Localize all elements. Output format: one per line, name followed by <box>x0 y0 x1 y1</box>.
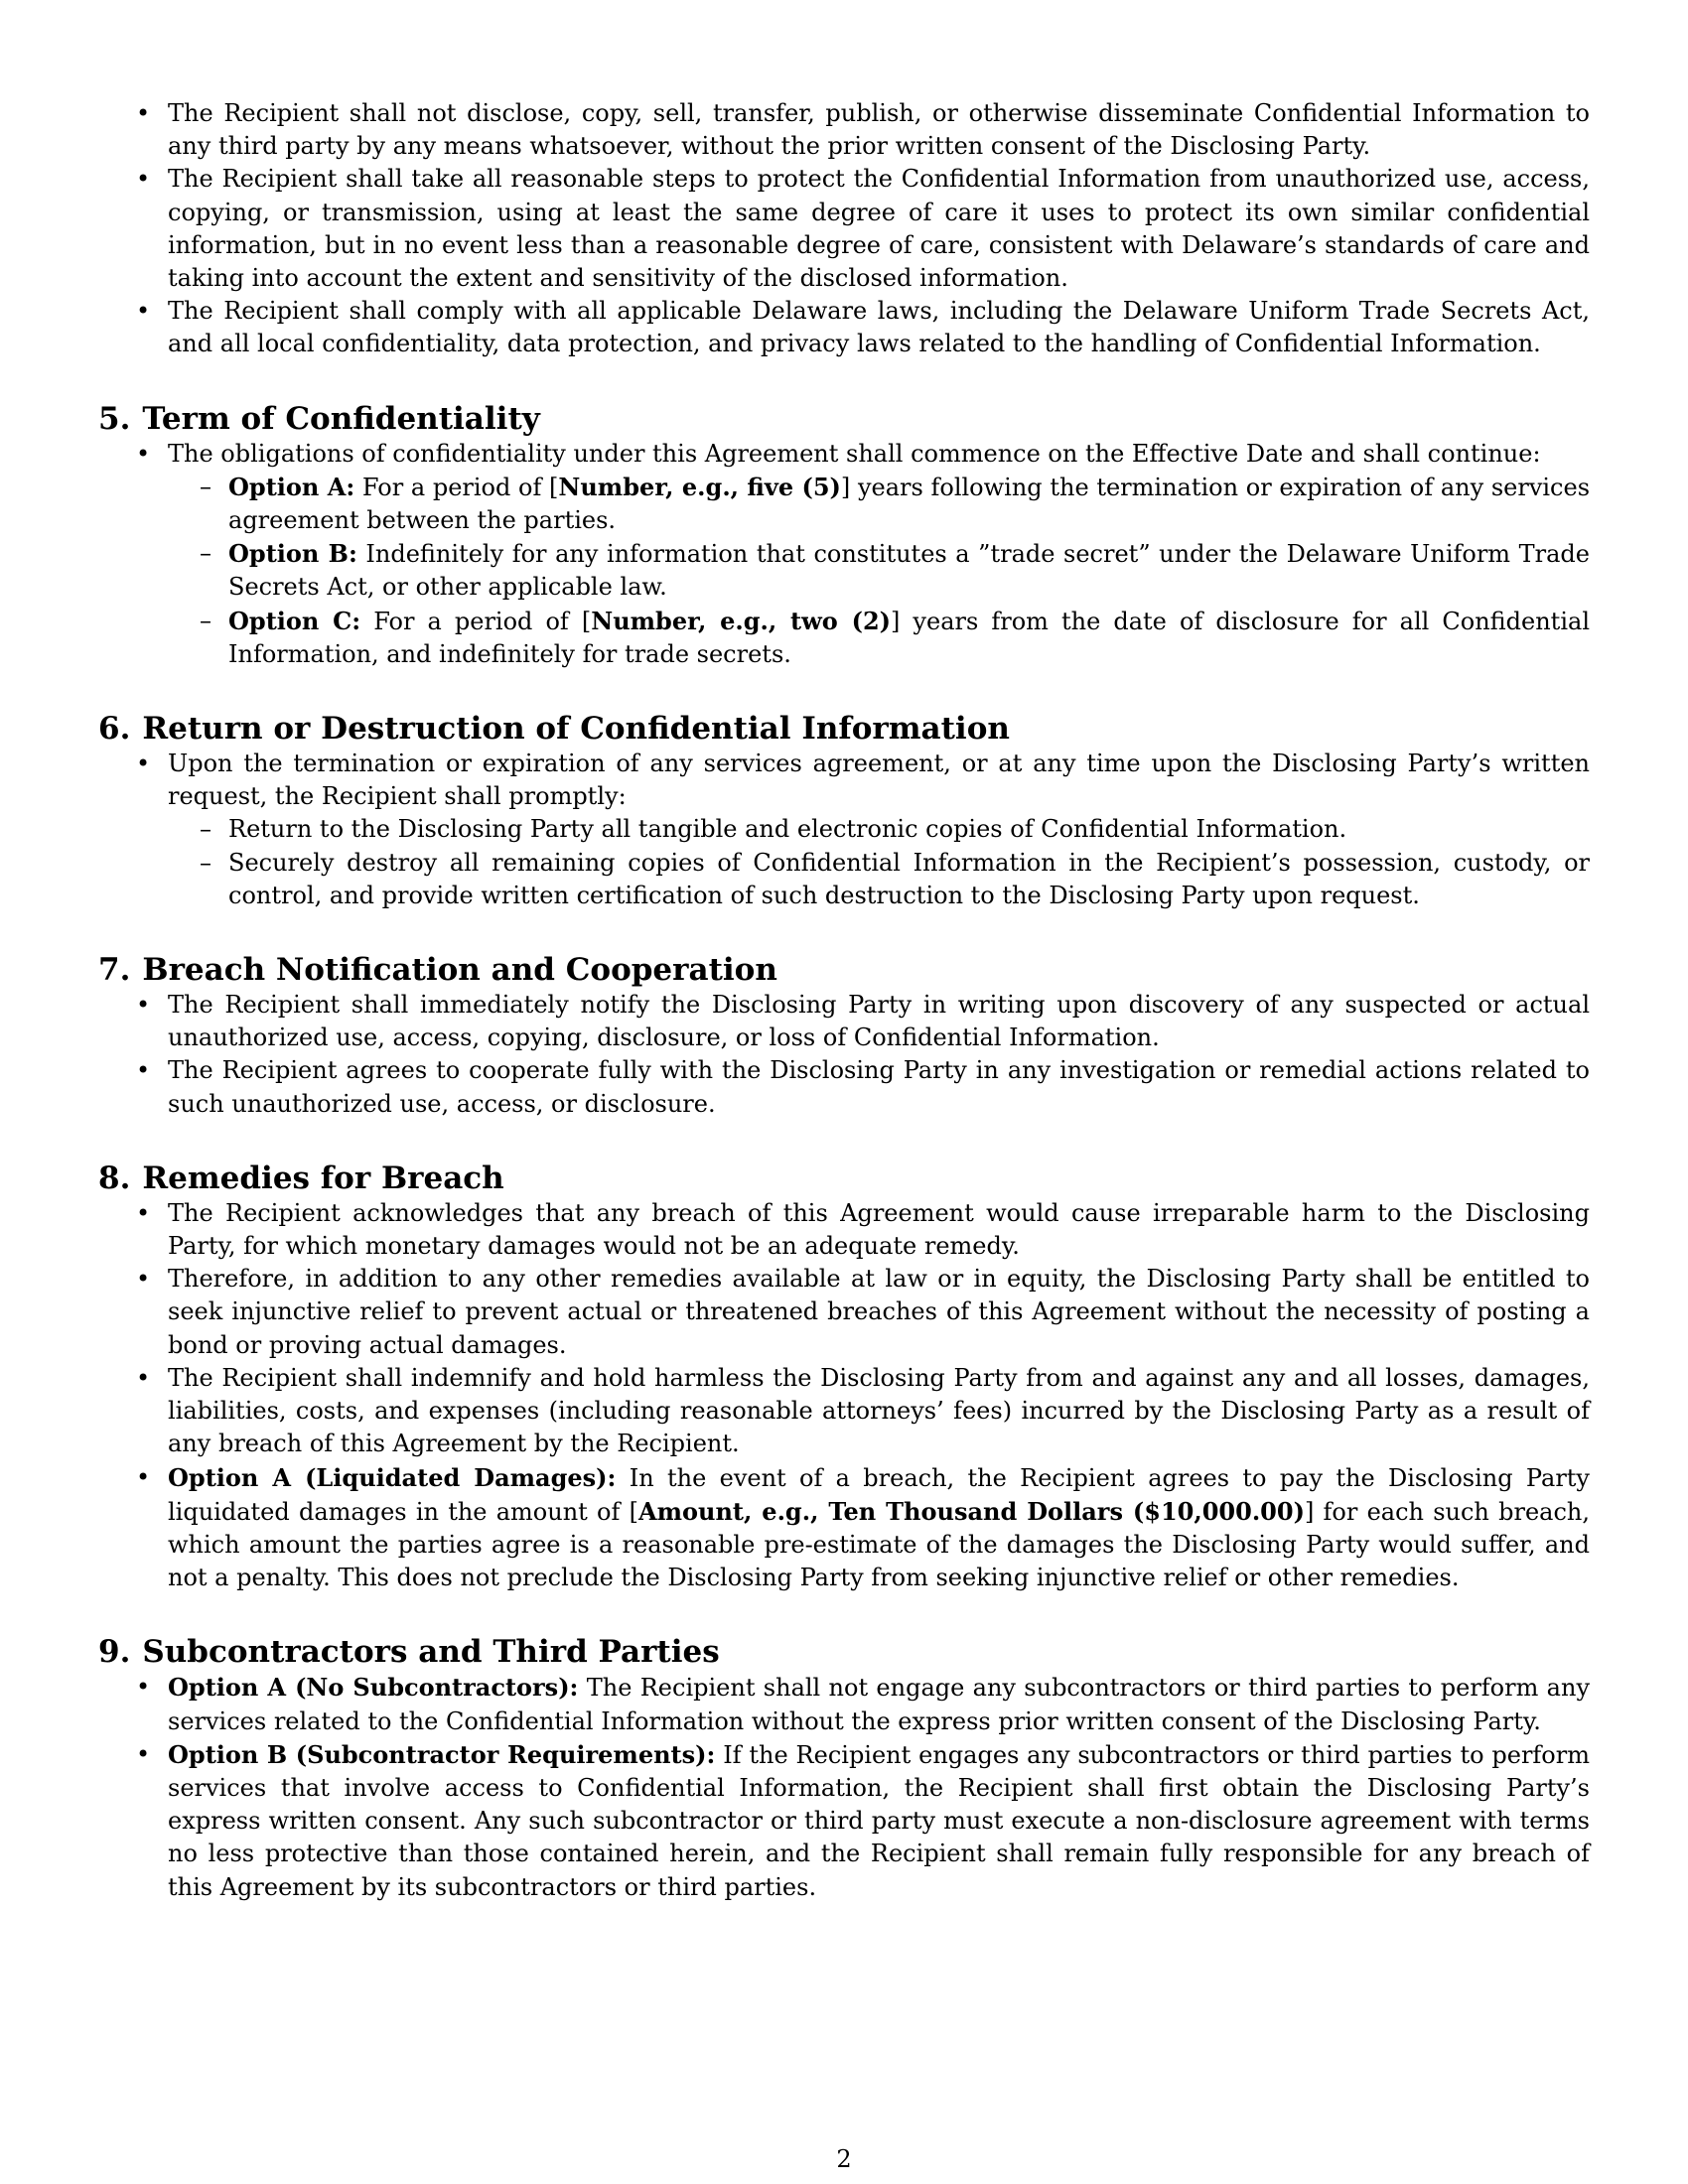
sub-list <box>168 813 1590 912</box>
list-item-text: The obligations of confidentiality under this Agreement shall commence on the Effective Date and shall continue: <box>168 439 1541 468</box>
section-number: 9. <box>98 1634 131 1671</box>
section-number: 7. <box>98 952 131 989</box>
option-label: Option A (No Subcontractors): <box>168 1673 579 1703</box>
document-page <box>98 97 1590 1904</box>
section-heading <box>98 1633 1590 1671</box>
placeholder-text: Number, e.g., five (5) <box>558 472 841 501</box>
list-item <box>98 989 1590 1054</box>
option-text: ] years from the date of disclosure for all Confidential Information, and indefinitely for trade secrets. <box>228 607 1590 668</box>
placeholder-text: Amount, e.g., Ten Thousand Dollars ($10,000.00) <box>637 1496 1305 1526</box>
section-heading <box>98 710 1590 748</box>
list-item-text: Upon the termination or expiration of any services agreement, or at any time upon the Disclosing Party’s written request, the Recipient shall promptly: <box>168 750 1590 811</box>
placeholder-text: Number, e.g., two (2) <box>591 606 891 635</box>
option-text: The Recipient shall not engage any subcontractors or third parties to perform any services related to the Confidential Information without the express prior written consent of the Disclosing Party. <box>168 1674 1590 1735</box>
list-item <box>98 1362 1590 1461</box>
sub-list-item <box>168 813 1590 846</box>
section-7 <box>98 951 1590 1121</box>
option-label: Option A (Liquidated Damages): <box>168 1462 617 1492</box>
sub-list <box>168 471 1590 671</box>
section-6-list <box>98 748 1590 912</box>
option-text: Indefinitely for any information that constitutes a ”trade secret” under the Delaware Uniform Trade Secrets Act, or other applicable law. <box>228 540 1590 602</box>
list-item-text: The Recipient agrees to cooperate fully with the Disclosing Party in any investigation or remedial actions related to such unauthorized use, access, or disclosure. <box>168 1056 1590 1118</box>
option-text: For a period of [ <box>373 607 592 635</box>
sub-list-item <box>168 605 1590 671</box>
list-item <box>98 1671 1590 1737</box>
list-item-text: The Recipient shall immediately notify the Disclosing Party in writing upon discovery of any suspected or actual unauthorized use, access, copying, disclosure, or loss of Confidential Information. <box>168 991 1590 1052</box>
section-title: Breach Notification and Cooperation <box>142 952 777 989</box>
list-item <box>98 1054 1590 1120</box>
page-number: 2 <box>836 2145 852 2173</box>
list-item <box>98 1263 1590 1362</box>
list-item <box>98 97 1590 163</box>
option-label: Option A: <box>228 472 355 501</box>
section-number: 6. <box>98 711 131 748</box>
sub-list-item <box>168 847 1590 912</box>
section-8-list <box>98 1197 1590 1594</box>
section-9 <box>98 1633 1590 1903</box>
list-item <box>98 163 1590 295</box>
sub-list-item-text: Return to the Disclosing Party all tangible and electronic copies of Confidential Information. <box>228 815 1347 844</box>
sub-list-item <box>168 471 1590 537</box>
section-title: Term of Confidentiality <box>142 400 540 437</box>
section-heading <box>98 400 1590 438</box>
section-8 <box>98 1160 1590 1594</box>
option-label: Option B (Subcontractor Requirements): <box>168 1739 716 1769</box>
option-text: In the event of a breach, the Recipient agrees to pay the Disclosing Party liquidated damages in the amount of [ <box>168 1463 1590 1526</box>
sub-list-item <box>168 537 1590 604</box>
section-title: Return or Destruction of Confidential Information <box>142 711 1010 748</box>
list-item <box>98 1197 1590 1263</box>
section-title: Remedies for Breach <box>142 1160 504 1196</box>
section-5 <box>98 400 1590 671</box>
list-item <box>98 438 1590 671</box>
list-item-text: The Recipient acknowledges that any breach of this Agreement would cause irreparable harm to the Disclosing Party, for which monetary damages would not be an adequate remedy. <box>168 1198 1590 1261</box>
option-text: ] for each such breach, which amount the parties agree is a reasonable pre-estimate of the damages the Disclosing Party would suffer, and not a penalty. This does not preclude the Disclosing Party from seeking injunctive relief or other remedies. <box>168 1497 1591 1592</box>
list-item-text: The Recipient shall take all reasonable steps to protect the Confidential Information from unauthorized use, access, copying, or transmission, using at least the same degree of care it uses to protect its own similar confidential information, but in no event less than a reasonable degree of care, consistent with Delaware’s standards of care and taking into account the extent and sensitivity of the disclosed information. <box>168 165 1590 293</box>
section-number: 5. <box>98 400 131 437</box>
section-9-list <box>98 1671 1590 1903</box>
list-item-text: The Recipient shall comply with all applicable Delaware laws, including the Delaware Uniform Trade Secrets Act, and all local confidentiality, data protection, and privacy laws related to the handling of Confidential Information. <box>168 297 1590 358</box>
intro-list <box>98 97 1590 361</box>
option-text: If the Recipient engages any subcontractors or third parties to perform services that involve access to Confidential Information, the Recipient shall first obtain the Disclosing Party’s express written consent. Any such subcontractor or third party must execute a non-disclosure agreement with terms no less protective than those contained herein, and the Recipient shall remain fully responsible for any breach of this Agreement by its subcontractors or third parties. <box>168 1740 1590 1901</box>
option-text: ] years following the termination or expiration of any services agreement between the parties. <box>228 473 1591 535</box>
list-item-text: The Recipient shall indemnify and hold harmless the Disclosing Party from and against any and all losses, damages, liabilities, costs, and expenses (including reasonable attorneys’ fees) incurred by the Disclosing Party as a result of any breach of this Agreement by the Recipient. <box>168 1363 1590 1458</box>
list-item <box>98 748 1590 912</box>
option-label: Option C: <box>228 606 361 635</box>
section-6 <box>98 710 1590 912</box>
list-item-text: Therefore, in addition to any other remedies available at law or in equity, the Disclosing Party shall be entitled to seek injunctive relief to prevent actual or threatened breaches of this Agreement without the necessity of posting a bond or proving actual damages. <box>168 1265 1590 1359</box>
list-item <box>98 295 1590 360</box>
section-7-list <box>98 989 1590 1121</box>
list-item <box>98 1461 1590 1595</box>
section-heading <box>98 1160 1590 1197</box>
section-heading <box>98 951 1590 989</box>
list-item-text: The Recipient shall not disclose, copy, sell, transfer, publish, or otherwise disseminate Confidential Information to any third party by any means whatsoever, without the prior written consent of the Disclosing Party. <box>168 99 1590 161</box>
section-title: Subcontractors and Third Parties <box>142 1634 720 1671</box>
sub-list-item-text: Securely destroy all remaining copies of Confidential Information in the Recipient’s possession, custody, or control, and provide written certification of such destruction to the Disclosing Party upon request. <box>228 848 1590 909</box>
option-label: Option B: <box>228 539 357 569</box>
section-number: 8. <box>98 1160 131 1196</box>
option-text: For a period of [ <box>361 473 559 501</box>
list-item <box>98 1738 1590 1904</box>
section-5-list <box>98 438 1590 671</box>
